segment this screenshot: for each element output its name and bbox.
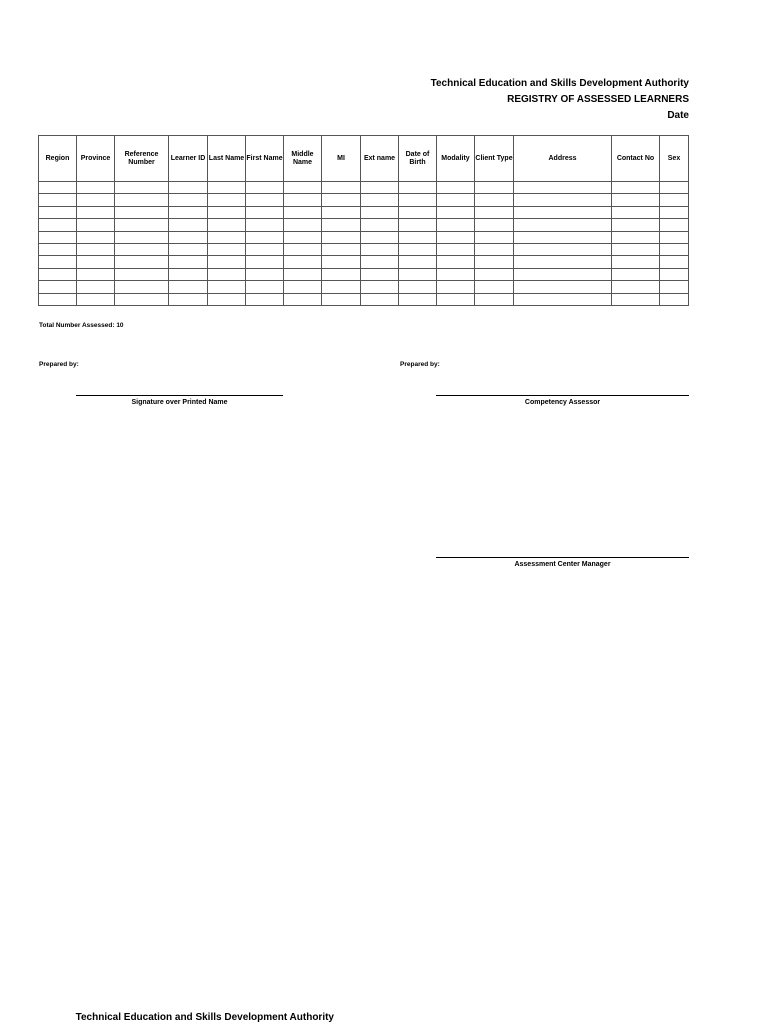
table-cell [361, 231, 399, 243]
table-cell [660, 194, 689, 206]
table-cell [322, 281, 361, 293]
table-row [39, 231, 689, 243]
footer-agency-name: Technical Education and Skills Development Authority [75, 1012, 334, 1023]
table-cell [514, 219, 612, 231]
table-cell [612, 206, 660, 218]
table-cell [246, 268, 284, 280]
table-cell [39, 256, 77, 268]
table-row [39, 243, 689, 255]
table-row [39, 206, 689, 218]
table-cell [612, 256, 660, 268]
table-cell [514, 293, 612, 305]
table-cell [475, 256, 514, 268]
table-cell [437, 206, 475, 218]
table-cell [77, 268, 115, 280]
table-cell [208, 281, 246, 293]
table-cell [169, 243, 208, 255]
table-cell [208, 256, 246, 268]
table-cell [399, 182, 437, 194]
table-cell [115, 293, 169, 305]
table-cell [612, 281, 660, 293]
table-cell [361, 293, 399, 305]
column-header-learner-id: Learner ID [169, 136, 208, 182]
table-cell [115, 219, 169, 231]
learners-table [38, 135, 689, 306]
table-cell [361, 194, 399, 206]
signature-line-manager [436, 557, 689, 558]
table-cell [660, 243, 689, 255]
column-header-mi: MI [322, 136, 361, 182]
column-header-first-name: First Name [246, 136, 284, 182]
table-row [39, 182, 689, 194]
column-header-modality: Modality [437, 136, 475, 182]
table-cell [322, 256, 361, 268]
document-header [430, 78, 689, 128]
column-header-address: Address [514, 136, 612, 182]
table-cell [77, 293, 115, 305]
table-cell [246, 206, 284, 218]
table-cell [208, 268, 246, 280]
table-cell [77, 231, 115, 243]
table-cell [514, 231, 612, 243]
table-cell [284, 206, 322, 218]
table-row [39, 293, 689, 305]
table-header-row [39, 136, 689, 182]
table-cell [284, 281, 322, 293]
table-cell [475, 243, 514, 255]
table-cell [514, 194, 612, 206]
table-cell [208, 231, 246, 243]
table-cell [39, 281, 77, 293]
table-cell [399, 293, 437, 305]
table-cell [208, 206, 246, 218]
table-cell [77, 206, 115, 218]
signature-line-assessor [436, 395, 689, 396]
column-header-region: Region [39, 136, 77, 182]
table-cell [208, 194, 246, 206]
table-cell [612, 268, 660, 280]
table-cell [77, 256, 115, 268]
table-cell [660, 268, 689, 280]
table-cell [514, 243, 612, 255]
table-cell [322, 243, 361, 255]
table-cell [115, 243, 169, 255]
table-cell [361, 281, 399, 293]
column-header-client-type: Client Type [475, 136, 514, 182]
column-header-sex: Sex [660, 136, 689, 182]
column-header-last-name: Last Name [208, 136, 246, 182]
table-cell [361, 243, 399, 255]
table-cell [246, 293, 284, 305]
total-assessed [39, 322, 124, 329]
table-cell [514, 206, 612, 218]
prepared-by-left: Prepared by: [39, 361, 79, 368]
table-cell [284, 256, 322, 268]
column-header-contact-no: Contact No [612, 136, 660, 182]
table-cell [169, 182, 208, 194]
table-cell [39, 194, 77, 206]
table-cell [399, 194, 437, 206]
table-body [39, 182, 689, 306]
table-cell [115, 281, 169, 293]
table-cell [39, 182, 77, 194]
table-cell [284, 231, 322, 243]
table-cell [169, 281, 208, 293]
table-cell [284, 243, 322, 255]
table-cell [612, 219, 660, 231]
table-cell [437, 231, 475, 243]
total-assessed-label: Total Number Assessed: [39, 322, 115, 329]
table-cell [77, 281, 115, 293]
table-cell [660, 206, 689, 218]
table-cell [475, 206, 514, 218]
signature-label-left: Signature over Printed Name [131, 399, 228, 406]
table-cell [39, 231, 77, 243]
table-cell [660, 256, 689, 268]
table-cell [284, 194, 322, 206]
column-header-ext-name: Ext name [361, 136, 399, 182]
table-cell [399, 268, 437, 280]
table-cell [115, 182, 169, 194]
table-cell [115, 231, 169, 243]
table-cell [169, 293, 208, 305]
table-row [39, 219, 689, 231]
table-cell [322, 268, 361, 280]
table-cell [246, 281, 284, 293]
table-cell [39, 243, 77, 255]
table-cell [284, 268, 322, 280]
header-date-label: Date [667, 110, 689, 121]
table-cell [660, 182, 689, 194]
table-cell [169, 256, 208, 268]
header-agency-title: Technical Education and Skills Development Authority [430, 78, 689, 89]
table-cell [246, 243, 284, 255]
table-cell [322, 206, 361, 218]
table-cell [246, 231, 284, 243]
table-cell [612, 182, 660, 194]
table-row [39, 194, 689, 206]
table-cell [361, 219, 399, 231]
table-row [39, 256, 689, 268]
table-row [39, 281, 689, 293]
table-cell [115, 256, 169, 268]
table-cell [514, 281, 612, 293]
table-cell [322, 182, 361, 194]
table-cell [660, 293, 689, 305]
table-cell [437, 243, 475, 255]
table-cell [660, 219, 689, 231]
table-cell [115, 268, 169, 280]
prepared-by-right: Prepared by: [400, 361, 440, 368]
table-cell [475, 293, 514, 305]
table-cell [284, 219, 322, 231]
table-cell [399, 206, 437, 218]
table-cell [612, 194, 660, 206]
table-cell [322, 219, 361, 231]
table-cell [437, 182, 475, 194]
table-cell [514, 182, 612, 194]
table-cell [437, 194, 475, 206]
table-cell [246, 219, 284, 231]
table-cell [246, 182, 284, 194]
table-cell [361, 268, 399, 280]
table-cell [284, 182, 322, 194]
table-cell [39, 219, 77, 231]
table-cell [399, 231, 437, 243]
table-cell [361, 182, 399, 194]
table-cell [246, 256, 284, 268]
column-header-reference-number: Reference Number [115, 136, 169, 182]
signature-label-assessor: Competency Assessor [524, 399, 601, 406]
table-cell [437, 256, 475, 268]
table-cell [77, 194, 115, 206]
table-cell [208, 293, 246, 305]
table-cell [169, 194, 208, 206]
signature-line-left [76, 395, 283, 396]
table-cell [361, 206, 399, 218]
table-cell [39, 206, 77, 218]
table-cell [115, 206, 169, 218]
page-footer [34, 1010, 334, 1024]
table-cell [475, 268, 514, 280]
table-cell [475, 182, 514, 194]
table-cell [475, 231, 514, 243]
table-cell [399, 281, 437, 293]
table-cell [208, 219, 246, 231]
table-cell [399, 243, 437, 255]
column-header-province: Province [77, 136, 115, 182]
table-cell [169, 268, 208, 280]
table-cell [115, 194, 169, 206]
table-cell [361, 256, 399, 268]
table-cell [169, 219, 208, 231]
table-cell [437, 293, 475, 305]
table-cell [246, 194, 284, 206]
table-cell [208, 243, 246, 255]
table-cell [284, 293, 322, 305]
table-cell [77, 243, 115, 255]
table-cell [77, 219, 115, 231]
table-cell [399, 219, 437, 231]
column-header-date-of-birth: Date of Birth [399, 136, 437, 182]
table-cell [322, 231, 361, 243]
column-header-middle-name: Middle Name [284, 136, 322, 182]
table-cell [322, 293, 361, 305]
table-cell [514, 256, 612, 268]
table-cell [322, 194, 361, 206]
table-cell [208, 182, 246, 194]
table-cell [77, 182, 115, 194]
table-cell [39, 293, 77, 305]
table-cell [475, 194, 514, 206]
table-cell [514, 268, 612, 280]
table-cell [39, 268, 77, 280]
table-cell [399, 256, 437, 268]
table-cell [660, 281, 689, 293]
table-cell [437, 268, 475, 280]
table-cell [437, 219, 475, 231]
table-cell [475, 219, 514, 231]
table-row [39, 268, 689, 280]
table-cell [169, 206, 208, 218]
table-cell [169, 231, 208, 243]
header-registry-title: REGISTRY OF ASSESSED LEARNERS [507, 94, 689, 105]
table-cell [437, 281, 475, 293]
signature-label-manager: Assessment Center Manager [514, 561, 611, 568]
table-cell [475, 281, 514, 293]
table-cell [612, 293, 660, 305]
total-assessed-value: 10 [116, 322, 124, 329]
table-cell [612, 231, 660, 243]
table-cell [612, 243, 660, 255]
table-cell [660, 231, 689, 243]
